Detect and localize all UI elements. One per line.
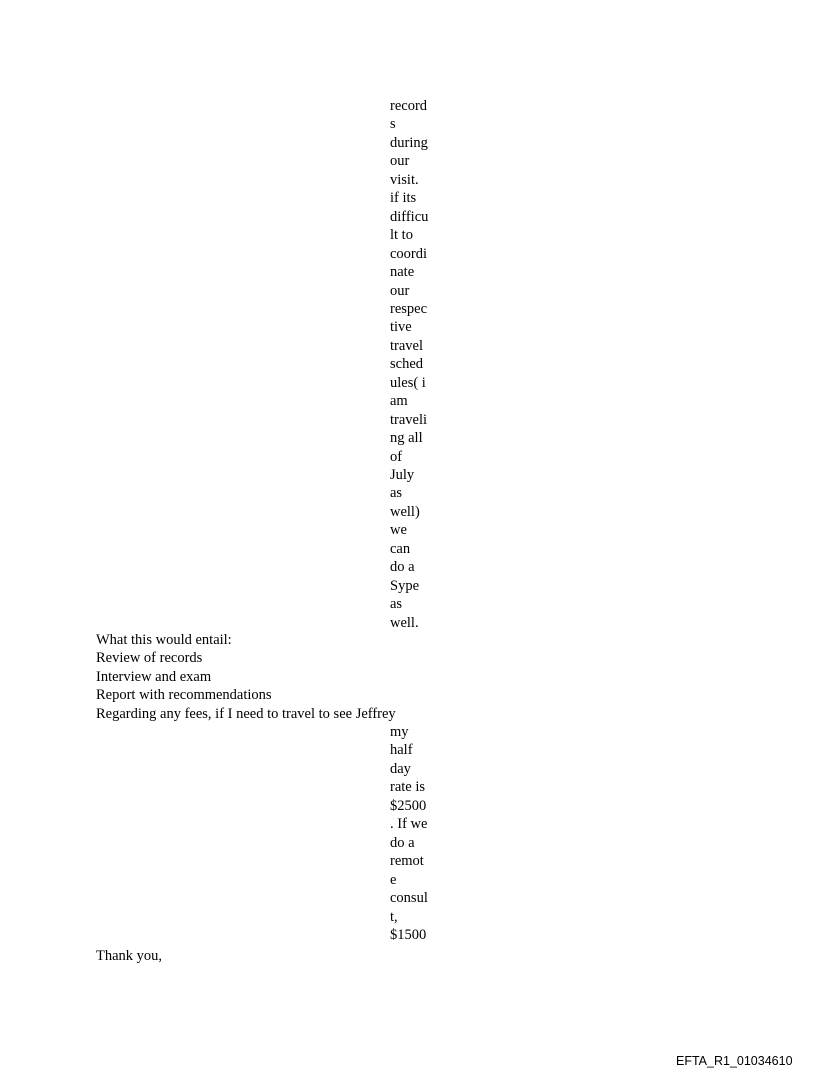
text-line: respec [390, 300, 428, 317]
text-line: ules( i [390, 374, 426, 391]
text-line: tive [390, 319, 412, 336]
text-line: Review of records [96, 650, 203, 667]
text-line: ng all [390, 430, 423, 447]
text-line: well. [390, 614, 419, 631]
text-line: of [390, 448, 403, 465]
text-line: we [390, 522, 407, 539]
text-line: record [390, 98, 428, 114]
text-line: our [390, 153, 410, 170]
text-line: $2500 [390, 797, 427, 814]
text-line: remot [390, 853, 424, 870]
text-line: visit. [390, 171, 419, 188]
text-line: am [390, 393, 408, 410]
text-line: day [390, 760, 411, 777]
text-line: half [390, 742, 413, 759]
text-line: during [390, 134, 428, 151]
text-line: as [390, 485, 403, 502]
text-line: well) [390, 503, 420, 520]
text-line: What this would entail: [96, 632, 232, 648]
document-id: EFTA_R1_01034610 [676, 1054, 793, 1068]
text-line: rate is [390, 779, 426, 796]
text-line: travel [390, 337, 424, 354]
text-line: coordi [390, 245, 428, 262]
text-line: Report with recommendations [96, 687, 272, 704]
text-line: traveli [390, 411, 428, 428]
text-line: lt to [390, 227, 413, 244]
text-line: July [390, 467, 415, 483]
text-line: s [390, 116, 396, 133]
text-line: consul [390, 890, 428, 907]
text-line: sched [390, 356, 424, 373]
closing-line: Thank you, [96, 948, 163, 964]
text-line: Sype [390, 577, 419, 594]
text-line: e [390, 871, 397, 888]
text-line: my [390, 724, 409, 740]
text-line: Interview and exam [96, 668, 212, 685]
text-line: if its [390, 190, 417, 207]
text-line: as [390, 596, 403, 613]
text-line: do a [390, 559, 415, 576]
text-line: nate [390, 264, 415, 281]
text-line: t, [390, 908, 398, 925]
text-line: our [390, 282, 410, 299]
text-line: difficu [390, 208, 429, 225]
text-line: Regarding any fees, if I need to travel to see Jeffrey [96, 705, 396, 722]
text-line: $1500 [390, 926, 427, 943]
text-line: can [390, 540, 411, 557]
text-line: do a [390, 834, 415, 851]
text-line: . If we [390, 816, 428, 833]
